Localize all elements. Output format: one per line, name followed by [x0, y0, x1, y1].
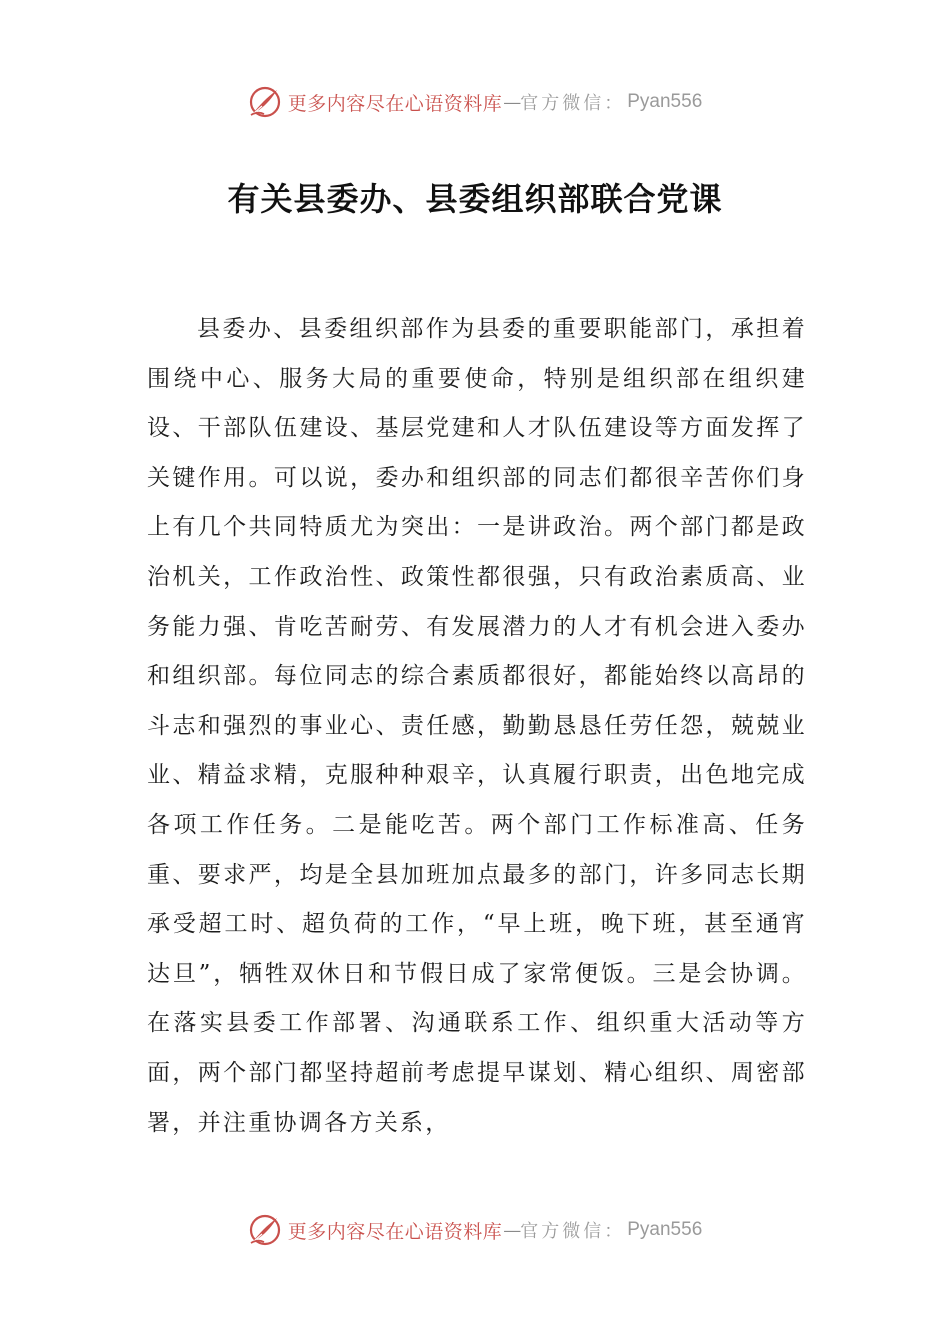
quill-pen-logo-icon [248, 1213, 282, 1247]
footer-watermark [0, 1210, 950, 1250]
watermark-wechat-id: Pyan556 [627, 91, 703, 112]
document-title: 有关县委办、县委组织部联合党课 [227, 180, 723, 218]
watermark-official: 官方微信： [520, 93, 626, 114]
watermark-brand: 更多内容尽在心语资料库 [287, 1220, 503, 1243]
watermark-brand: 更多内容尽在心语资料库 [287, 92, 503, 115]
watermark-wechat-id: Pyan556 [627, 1219, 703, 1240]
watermark-separator: — [503, 1219, 520, 1241]
watermark-official: 官方微信： [520, 1221, 626, 1242]
document-paragraph: 县委办、县委组织部作为县委的重要职能部门，承担着围绕中心、服务大局的重要使命，特别是组织部在组织建设、干部队伍建设、基层党建和人才队伍建设等方面发挥了关键作用。可以说，委办和组织部的同志们都很辛苦你们身上有几个共同特质尤为突出：一是讲政治。两个部门都是政治机关，工作政治性、政策性都很强，只有政治素质高、业务能力强、肯吃苦耐劳、有发展潜力的人才有机会进入委办和组织部。每位同志的综合素质都很好，都能始终以高昂的斗志和强烈的事业心、责任感，勤勤恳恳任劳任怨，兢兢业业、精益求精，克服种种艰辛，认真履行职责，出色地完成各项工作任务。二是能吃苦。两个部门工作标准高、任务重、要求严，均是全县加班加点最多的部门，许多同志长期承受超工时、超负荷的工作，“早上班，晚下班，甚至通宵达旦”，牺牲双休日和节假日成了家常便饭。三是会协调。在落实县委工作部署、沟通联系工作、组织重大活动等方面，两个部门都坚持超前考虑提早谋划、精心组织、周密部署，并注重协调各方关系， [147, 316, 807, 1136]
header-watermark [0, 82, 950, 122]
watermark-separator: — [503, 91, 520, 113]
quill-pen-logo-icon [248, 85, 282, 119]
